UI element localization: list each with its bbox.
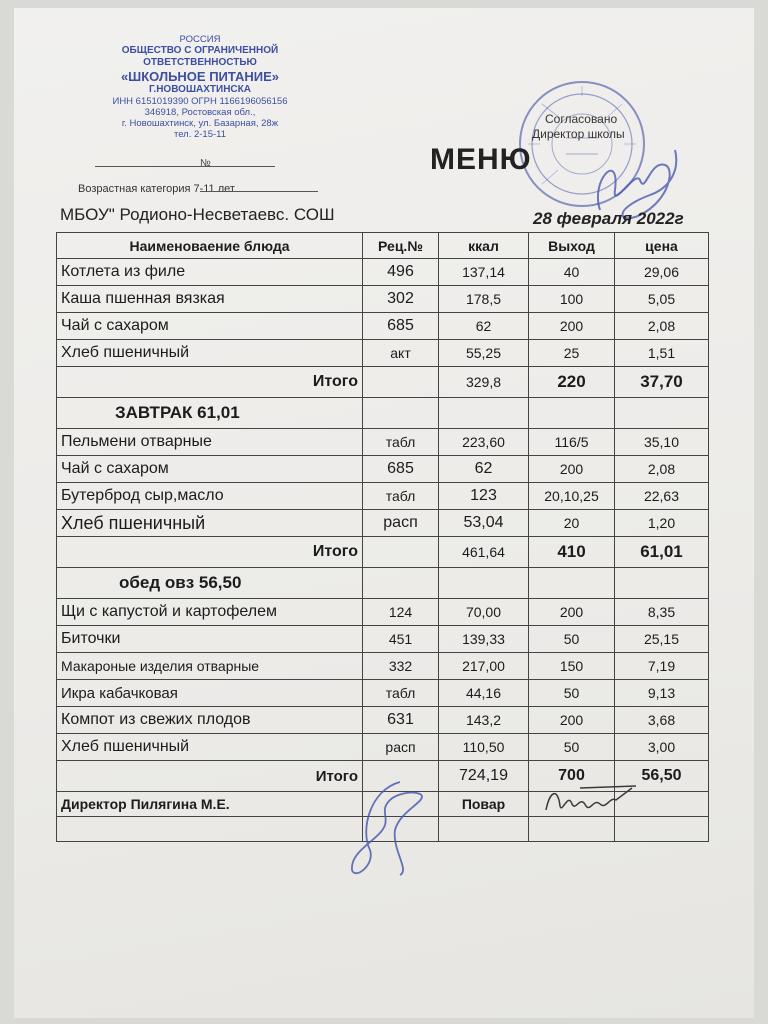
price-value: 2,08 bbox=[615, 313, 709, 340]
dish-name: Щи с капустой и картофелем bbox=[57, 599, 363, 626]
section-header-row bbox=[57, 398, 709, 429]
dish-name: Пельмени отварные bbox=[57, 429, 363, 456]
col-header-output: Выход bbox=[529, 233, 615, 259]
kcal-value: 139,33 bbox=[439, 626, 529, 653]
table-row bbox=[57, 707, 709, 734]
recipe-number: 302 bbox=[363, 286, 439, 313]
total-price: 56,50 bbox=[615, 761, 709, 792]
total-output: 220 bbox=[529, 367, 615, 398]
table-row bbox=[57, 599, 709, 626]
table-row bbox=[57, 680, 709, 707]
kcal-value: 217,00 bbox=[439, 653, 529, 680]
price-value: 9,13 bbox=[615, 680, 709, 707]
dish-name: Биточки bbox=[57, 626, 363, 653]
col-header-name: Наименоваение блюда bbox=[57, 233, 363, 259]
school-name: МБОУ" Родионо-Несветаевс. СОШ bbox=[60, 205, 335, 224]
total-kcal: 329,8 bbox=[439, 367, 529, 398]
col-header-recipe: Рец.№ bbox=[363, 233, 439, 259]
director-signature bbox=[340, 770, 450, 890]
menu-table bbox=[56, 232, 709, 842]
dish-name: Бутерброд сыр,масло bbox=[57, 483, 363, 510]
dish-name: Чай с сахаром bbox=[57, 313, 363, 340]
stamp-address2: г. Новошахтинск, ул. Базарная, 28ж bbox=[121, 118, 279, 129]
price-value: 3,00 bbox=[615, 734, 709, 761]
recipe-number: табл bbox=[363, 429, 439, 456]
price-value: 25,15 bbox=[615, 626, 709, 653]
total-price: 61,01 bbox=[615, 537, 709, 568]
output-value: 150 bbox=[529, 653, 615, 680]
empty-cell bbox=[615, 568, 709, 599]
total-label: Итого bbox=[57, 537, 363, 568]
recipe-number: 332 bbox=[363, 653, 439, 680]
kcal-value: 110,50 bbox=[439, 734, 529, 761]
dish-name: Хлеб пшеничный bbox=[57, 340, 363, 367]
organization-stamp bbox=[70, 34, 330, 140]
total-label: Итого bbox=[57, 367, 363, 398]
recipe-number: 124 bbox=[363, 599, 439, 626]
empty-cell bbox=[529, 817, 615, 842]
stamp-ids: ИНН 6151019390 ОГРН 1166196056156 bbox=[112, 96, 288, 107]
output-value: 20 bbox=[529, 510, 615, 537]
price-value: 8,35 bbox=[615, 599, 709, 626]
empty-cell bbox=[363, 398, 439, 429]
recipe-number: табл bbox=[363, 483, 439, 510]
kcal-value: 223,60 bbox=[439, 429, 529, 456]
stamp-org-line1: ОБЩЕСТВО С ОГРАНИЧЕННОЙ bbox=[121, 45, 279, 56]
price-value: 1,51 bbox=[615, 340, 709, 367]
recipe-number: 496 bbox=[363, 259, 439, 286]
price-value: 1,20 bbox=[615, 510, 709, 537]
stamp-number-mark: № bbox=[200, 158, 211, 169]
recipe-number: 631 bbox=[363, 707, 439, 734]
price-value: 29,06 bbox=[615, 259, 709, 286]
table-row bbox=[57, 340, 709, 367]
price-value: 3,68 bbox=[615, 707, 709, 734]
dish-name: Каша пшенная вязкая bbox=[57, 286, 363, 313]
empty-cell bbox=[363, 537, 439, 568]
price-value: 5,05 bbox=[615, 286, 709, 313]
price-value: 22,63 bbox=[615, 483, 709, 510]
age-category: Возрастная категория 7-11 лет bbox=[78, 183, 235, 195]
empty-cell bbox=[363, 568, 439, 599]
kcal-value: 143,2 bbox=[439, 707, 529, 734]
dish-name: Икра кабачковая bbox=[57, 680, 363, 707]
section-header-row bbox=[57, 568, 709, 599]
approval-line1: Согласовано bbox=[545, 112, 618, 126]
total-row bbox=[57, 537, 709, 568]
kcal-value: 70,00 bbox=[439, 599, 529, 626]
total-output: 410 bbox=[529, 537, 615, 568]
table-row bbox=[57, 286, 709, 313]
section-title-breakfast: ЗАВТРАК 61,01 bbox=[57, 398, 363, 429]
age-underline bbox=[200, 191, 318, 192]
price-value: 2,08 bbox=[615, 456, 709, 483]
empty-cell bbox=[439, 817, 529, 842]
total-price: 37,70 bbox=[615, 367, 709, 398]
recipe-number: расп bbox=[363, 510, 439, 537]
cook-signature bbox=[540, 780, 640, 820]
table-row bbox=[57, 456, 709, 483]
page-title: МЕНЮ bbox=[430, 143, 532, 176]
output-value: 25 bbox=[529, 340, 615, 367]
empty-cell bbox=[529, 568, 615, 599]
table-row bbox=[57, 313, 709, 340]
output-value: 200 bbox=[529, 599, 615, 626]
table-row bbox=[57, 483, 709, 510]
kcal-value: 123 bbox=[439, 483, 529, 510]
output-value: 200 bbox=[529, 456, 615, 483]
stamp-org-line2: ОТВЕТСТВЕННОСТЬЮ bbox=[143, 57, 257, 68]
price-value: 7,19 bbox=[615, 653, 709, 680]
empty-cell bbox=[615, 817, 709, 842]
dish-name: Компот из свежих плодов bbox=[57, 707, 363, 734]
table-row bbox=[57, 653, 709, 680]
table-header-row bbox=[57, 233, 709, 259]
menu-date: 28 февраля 2022г bbox=[533, 209, 684, 228]
kcal-value: 178,5 bbox=[439, 286, 529, 313]
total-label: Итого bbox=[57, 761, 363, 792]
approval-line2: Директор школы bbox=[532, 127, 625, 141]
empty-cell bbox=[57, 817, 363, 842]
col-header-price: цена bbox=[615, 233, 709, 259]
dish-name: Чай с сахаром bbox=[57, 456, 363, 483]
kcal-value: 44,16 bbox=[439, 680, 529, 707]
output-value: 20,10,25 bbox=[529, 483, 615, 510]
table-row bbox=[57, 510, 709, 537]
stamp-org-name: «ШКОЛЬНОЕ ПИТАНИЕ» bbox=[120, 69, 280, 84]
recipe-number: 685 bbox=[363, 313, 439, 340]
col-header-kcal: ккал bbox=[439, 233, 529, 259]
total-kcal: 724,19 bbox=[439, 761, 529, 792]
empty-cell bbox=[615, 398, 709, 429]
output-value: 40 bbox=[529, 259, 615, 286]
total-output: 700 bbox=[529, 761, 615, 792]
stamp-city: Г.НОВОШАХТИНСКА bbox=[149, 84, 251, 95]
kcal-value: 137,14 bbox=[439, 259, 529, 286]
output-value: 116/5 bbox=[529, 429, 615, 456]
dish-name: Хлеб пшеничный bbox=[57, 510, 363, 537]
director-name: Директор Пилягина М.Е. bbox=[57, 792, 363, 817]
stamp-address1: 346918, Ростовская обл., bbox=[144, 107, 256, 118]
cook-label: Повар bbox=[439, 792, 529, 817]
stamp-phone: тел. 2-15-11 bbox=[173, 129, 227, 140]
dish-name: Макароные изделия отварные bbox=[57, 653, 363, 680]
recipe-number: расп bbox=[363, 734, 439, 761]
dish-name: Хлеб пшеничный bbox=[57, 734, 363, 761]
empty-cell bbox=[529, 398, 615, 429]
stamp-country: РОССИЯ bbox=[179, 34, 221, 45]
kcal-value: 62 bbox=[439, 313, 529, 340]
kcal-value: 62 bbox=[439, 456, 529, 483]
table-row bbox=[57, 626, 709, 653]
output-value: 200 bbox=[529, 313, 615, 340]
table-row bbox=[57, 734, 709, 761]
section-title-lunch: обед овз 56,50 bbox=[57, 568, 363, 599]
output-value: 200 bbox=[529, 707, 615, 734]
recipe-number: 451 bbox=[363, 626, 439, 653]
dish-name: Котлета из филе bbox=[57, 259, 363, 286]
recipe-number: 685 bbox=[363, 456, 439, 483]
kcal-value: 55,25 bbox=[439, 340, 529, 367]
total-kcal: 461,64 bbox=[439, 537, 529, 568]
recipe-number: табл bbox=[363, 680, 439, 707]
empty-cell bbox=[363, 367, 439, 398]
recipe-number: акт bbox=[363, 340, 439, 367]
empty-cell bbox=[439, 568, 529, 599]
price-value: 35,10 bbox=[615, 429, 709, 456]
output-value: 50 bbox=[529, 734, 615, 761]
stamp-underline bbox=[95, 166, 275, 167]
output-value: 50 bbox=[529, 680, 615, 707]
output-value: 50 bbox=[529, 626, 615, 653]
table-row bbox=[57, 429, 709, 456]
empty-cell bbox=[439, 398, 529, 429]
table-row bbox=[57, 259, 709, 286]
total-row bbox=[57, 367, 709, 398]
kcal-value: 53,04 bbox=[439, 510, 529, 537]
output-value: 100 bbox=[529, 286, 615, 313]
